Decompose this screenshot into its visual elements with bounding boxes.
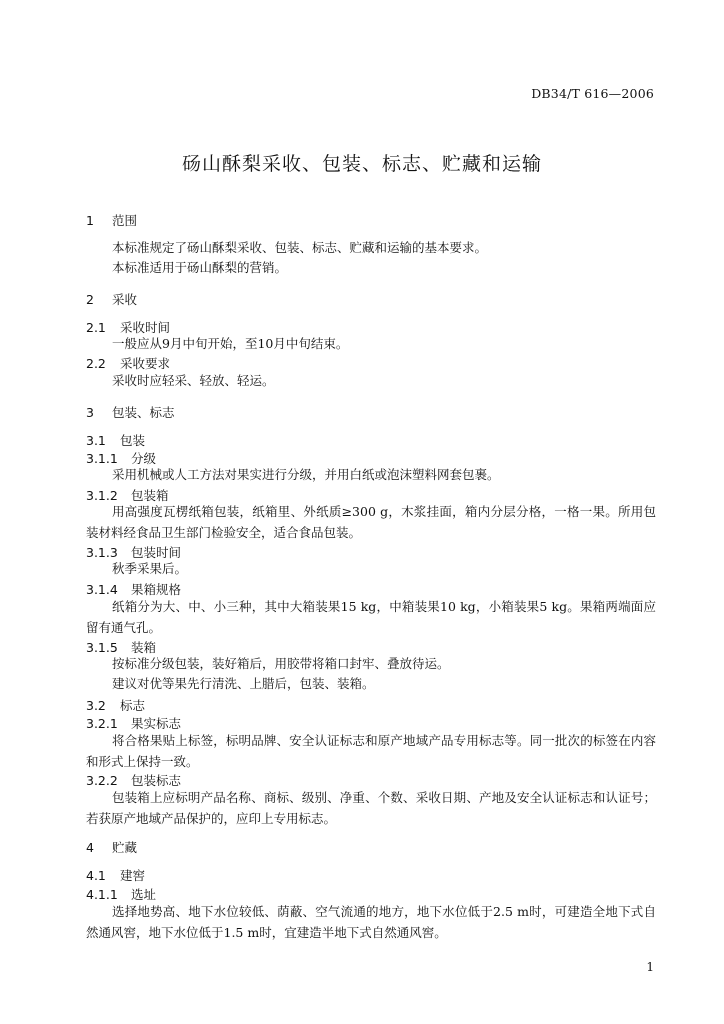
- section-number: 3.2.1: [86, 716, 118, 731]
- section-number: 3: [86, 405, 94, 420]
- section-title: 采收: [112, 292, 138, 307]
- section-number: 2: [86, 292, 94, 307]
- section-title: 果实标志: [131, 716, 182, 731]
- paragraph: 一般应从9月中旬开始，至10月中旬结束。: [112, 336, 349, 351]
- paragraph: 秋季采果后。: [112, 561, 188, 576]
- paragraph: 本标准适用于砀山酥梨的营销。: [112, 260, 288, 275]
- section-title: 分级: [131, 451, 157, 466]
- paragraph: 按标准分级包装，装好箱后，用胶带将箱口封牢、叠放待运。: [112, 656, 450, 671]
- section-number: 3.1.2: [86, 488, 118, 503]
- section-title: 包装、标志: [112, 405, 175, 420]
- section-title: 包装: [120, 433, 146, 448]
- section-heading-2-2: [86, 354, 170, 372]
- section-number: 3.1.4: [86, 582, 118, 597]
- section-number: 3.2: [86, 698, 106, 713]
- paragraph: 建议对优等果先行清洗、上腊后，包装、装箱。: [112, 676, 375, 691]
- section-heading-4-1-1: [86, 885, 156, 903]
- section-number: 3.1: [86, 433, 106, 448]
- section-heading-3: [86, 403, 175, 421]
- section-number: 2.2: [86, 356, 106, 371]
- section-heading-4-1: [86, 866, 145, 884]
- section-title: 果箱规格: [131, 582, 182, 597]
- document-title: 砀山酥梨采收、包装、标志、贮藏和运输: [181, 153, 542, 175]
- section-number: 4: [86, 840, 94, 855]
- section-title: 建窖: [120, 868, 146, 883]
- paragraph: 纸箱分为大、中、小三种，其中大箱装果15 kg，中箱装果10 kg，小箱装果5 kg。果箱两端面应留有通气孔。: [86, 599, 656, 635]
- section-heading-4: [86, 838, 137, 856]
- paragraph: 本标准规定了砀山酥梨采收、包装、标志、贮藏和运输的基本要求。: [112, 240, 488, 255]
- section-heading-2: [86, 290, 137, 308]
- section-number: 3.1.3: [86, 545, 118, 560]
- section-title: 标志: [120, 698, 146, 713]
- section-number: 3.1.5: [86, 640, 118, 655]
- section-heading-3-1: [86, 431, 145, 449]
- paragraph: 选择地势高、地下水位较低、荫蔽、空气流通的地方，地下水位低于2.5 m时，可建造全地下式自然通风窖，地下水位低于1.5 m时，宜建造半地下式自然通风窖。: [86, 904, 656, 940]
- paragraph: 用高强度瓦楞纸箱包装，纸箱里、外纸质≥300 g，木浆挂面，箱内分层分格，一格一果。所用包装材料经食品卫生部门检验安全，适合食品包装。: [86, 504, 656, 540]
- section-number: 3.2.2: [86, 773, 118, 788]
- section-title: 采收要求: [120, 356, 171, 371]
- section-title: 范围: [112, 213, 138, 228]
- section-number: 2.1: [86, 320, 106, 335]
- section-title: 选址: [131, 887, 157, 902]
- section-title: 包装标志: [131, 773, 182, 788]
- section-title: 包装箱: [131, 488, 169, 503]
- document-code: DB34/T 616—2006: [531, 86, 654, 101]
- section-number: 4.1.1: [86, 887, 118, 902]
- page-number: 1: [646, 960, 654, 974]
- section-heading-1: [86, 211, 137, 229]
- section-title: 贮藏: [112, 840, 138, 855]
- section-number: 1: [86, 213, 94, 228]
- section-number: 3.1.1: [86, 451, 118, 466]
- paragraph: 采收时应轻采、轻放、轻运。: [112, 373, 275, 388]
- section-heading-3-1-4: [86, 580, 181, 598]
- section-heading-3-2: [86, 696, 145, 714]
- section-title: 装箱: [131, 640, 157, 655]
- section-title: 采收时间: [120, 320, 171, 335]
- section-title: 包装时间: [131, 545, 182, 560]
- section-heading-3-2-1: [86, 714, 181, 732]
- section-heading-3-2-2: [86, 771, 181, 789]
- paragraph: 包装箱上应标明产品名称、商标、级别、净重、个数、采收日期、产地及安全认证标志和认证号；若获原产地域产品保护的，应印上专用标志。: [86, 790, 656, 826]
- paragraph: 采用机械或人工方法对果实进行分级，并用白纸或泡沫塑料网套包裹。: [112, 467, 500, 482]
- paragraph: 将合格果贴上标签，标明品牌、安全认证标志和原产地域产品专用标志等。同一批次的标签在内容和形式上保持一致。: [86, 733, 656, 769]
- section-number: 4.1: [86, 868, 106, 883]
